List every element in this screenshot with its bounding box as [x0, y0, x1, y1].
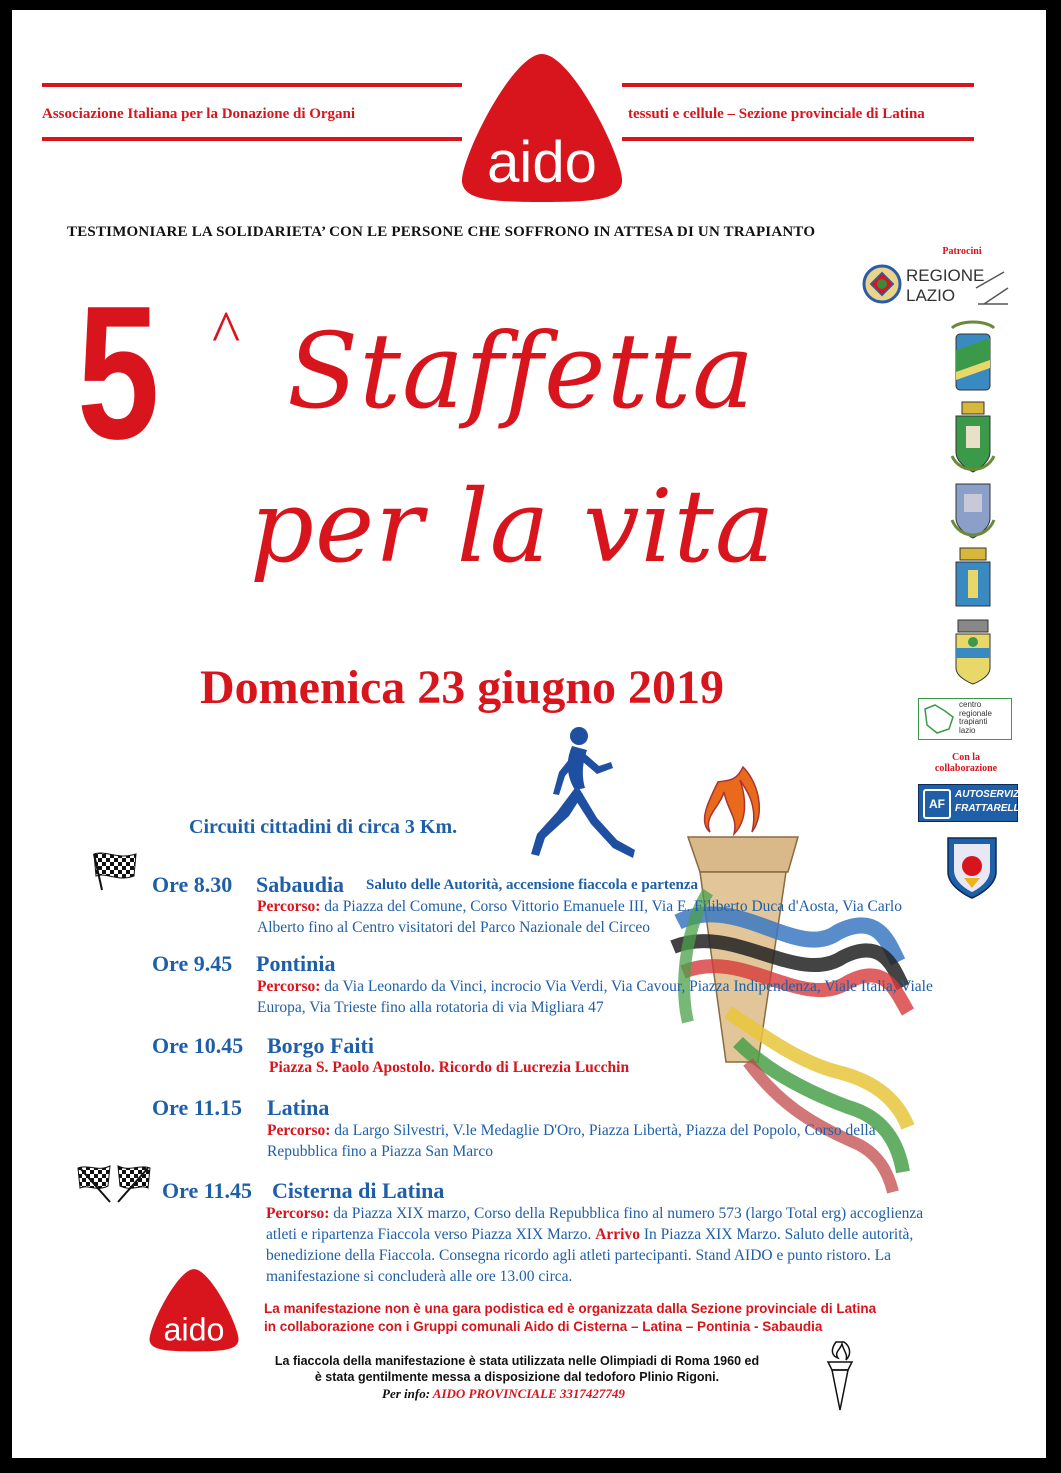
motto-text: TESTIMONIARE LA SOLIDARIETA’ CON LE PERSONE CHE SOFFRONO IN ATTESA DI UN TRAPIANTO [67, 224, 816, 240]
schedule-1-place: Sabaudia [256, 872, 345, 897]
schedule-5-arrivo-label: Arrivo [595, 1226, 640, 1243]
schedule-4-time: Ore 11.15 [152, 1095, 243, 1120]
comune-latina-crest [950, 546, 996, 610]
title-line1: Staffetta [287, 310, 756, 432]
schedule-2-time: Ore 9.45 [152, 951, 233, 976]
schedule-1-route-text: da Piazza del Comune, Corso Vittorio Emanuele III, Via E. Filiberto Duca d'Aosta, Via Carlo Alberto fino al Centro visitatori del Parco Nazionale del Circeo [257, 898, 902, 936]
autoservizi-line1: AUTOSERVIZI [955, 789, 1023, 800]
schedule-2-route [257, 976, 947, 1018]
centro-text [959, 701, 992, 735]
protezione-civile-badge [942, 832, 1002, 902]
collaboration-label [918, 752, 1014, 774]
runner-illustration [517, 722, 647, 872]
schedule-5-place: Cisterna di Latina [272, 1178, 445, 1203]
footer-info [382, 1386, 625, 1402]
schedule-3-note: Piazza S. Paolo Apostolo. Ricordo di Lucrezia Lucchin [269, 1059, 630, 1076]
schedule-2-route-label: Percorso: [257, 978, 321, 995]
footer-info-label: Per info: [382, 1386, 433, 1401]
title-line2: per la vita [250, 468, 776, 585]
title-caret: ^ [212, 299, 241, 365]
regione-line2: LAZIO [906, 286, 956, 305]
event-date: Domenica 23 giugno 2019 [200, 661, 725, 714]
schedule-2-place: Pontinia [256, 951, 336, 976]
header-rule-top-right [622, 83, 974, 87]
patrocini-label: Patrocini [942, 246, 982, 257]
poster-page [12, 10, 1046, 1458]
assoc-left-text: Associazione Italiana per la Donazione di Organi [42, 106, 356, 122]
regione-crest-icon [862, 264, 902, 304]
footer-aido-logo [144, 1265, 244, 1355]
autoservizi-line2: FRATTARELLI [955, 803, 1023, 814]
province-latina-crest [946, 320, 1000, 398]
header-rule-bottom-right [622, 137, 974, 141]
schedule-4-route-text: da Largo Silvestri, V.le Medaglie D'Oro, Piazza Libertà, Piazza del Popolo, Corso della Repubblica fino a Piazza San Marco [267, 1122, 876, 1160]
autoservizi-af-icon: AF [923, 789, 951, 819]
schedule-2-route-text: da Via Leonardo da Vinci, incrocio Via Verdi, Via Cavour, Piazza Indipendenza, Viale Italia, Viale Europa, Via Trieste fino alla rotatoria di via Migliara 47 [257, 978, 933, 1016]
footer-torch-line2: è stata gentilmente messa a disposizione dal tedoforo Plinio Rigoni. [314, 1370, 720, 1384]
schedule-3-time: Ore 10.45 [152, 1033, 244, 1058]
footer-torch-line1: La fiaccola della manifestazione è stata utilizzata nelle Olimpiadi di Roma 1960 ed [274, 1354, 760, 1368]
comune-cisterna-crest [950, 618, 996, 688]
regione-line1: REGIONE [906, 266, 985, 285]
footer-organizer-line2: in collaborazione con i Gruppi comunali Aido di Cisterna – Latina – Pontinia - Sabaudia [264, 1319, 823, 1334]
schedule-4-route [267, 1120, 917, 1162]
footer-info-value: AIDO PROVINCIALE 3317427749 [432, 1386, 625, 1401]
regione-swoosh-icon [974, 268, 1010, 308]
schedule-5-route-text: da Piazza XIX marzo, Corso della Repubblica fino al numero 573 (largo Total erg) accoglienza atleti e ripartenza Fiaccola verso Piazza XIX Marzo. [266, 1205, 924, 1243]
torch-outline-icon [820, 1340, 860, 1412]
footer-torch-text [247, 1353, 787, 1385]
centro-trapianti-logo [918, 698, 1012, 740]
centro-line-3: trapianti [959, 717, 988, 726]
schedule-1-note: Saluto delle Autorità, accensione fiaccola e partenza [366, 877, 699, 893]
autoservizi-text [955, 788, 1022, 816]
header-rule-top-left [42, 83, 462, 87]
comune-pontinia-crest [946, 480, 1000, 544]
title-number: 5 [77, 267, 160, 479]
schedule-5-route-label: Percorso: [266, 1205, 330, 1222]
footer-organizer-text [264, 1300, 984, 1336]
centro-line-2: regionale [959, 708, 992, 718]
collab-line2: collaborazione [934, 763, 998, 774]
aido-logo-text: aido [487, 130, 597, 195]
autoservizi-logo [918, 784, 1023, 822]
schedule-1-time: Ore 8.30 [152, 872, 233, 897]
collab-line1: Con la [951, 752, 981, 763]
schedule-4-route-label: Percorso: [267, 1122, 331, 1139]
footer-aido-logo-text: aido [163, 1311, 225, 1348]
crossed-checkered-flags-icon [74, 1162, 154, 1204]
centro-line-1: centro [959, 700, 982, 709]
schedule-3-place: Borgo Faiti [267, 1033, 374, 1058]
schedule-5-time: Ore 11.45 [162, 1178, 253, 1203]
lazio-map-icon [921, 703, 957, 735]
footer-organizer-line1: La manifestazione non è una gara podistica ed è organizzata dalla Sezione provinciale di Latina [264, 1301, 877, 1316]
schedule-1-route-label: Percorso: [257, 898, 321, 915]
schedule-5-route-tail: In Piazza XIX Marzo. Saluto delle autorità, benedizione della Fiaccola. Consegna ricordo agli atleti partecipanti. Stand AIDO e punto ristoro. La manifestazione si concluderà alle ore 13.00 circa. [266, 1226, 914, 1285]
schedule-1-route [257, 896, 947, 938]
schedule-4-place: Latina [267, 1095, 330, 1120]
comune-sabaudia-crest [946, 400, 1000, 480]
circuits-text: Circuiti cittadini di circa 3 Km. [189, 816, 458, 838]
header-rule-bottom-left [42, 137, 462, 141]
centro-line-4: lazio [959, 725, 976, 735]
checkered-flag-icon [90, 850, 140, 892]
regione-lazio-logo [862, 262, 1012, 312]
aido-logo [452, 50, 632, 205]
assoc-right-text: tessuti e cellule – Sezione provinciale di Latina [628, 106, 925, 122]
schedule-5-route [266, 1203, 936, 1287]
